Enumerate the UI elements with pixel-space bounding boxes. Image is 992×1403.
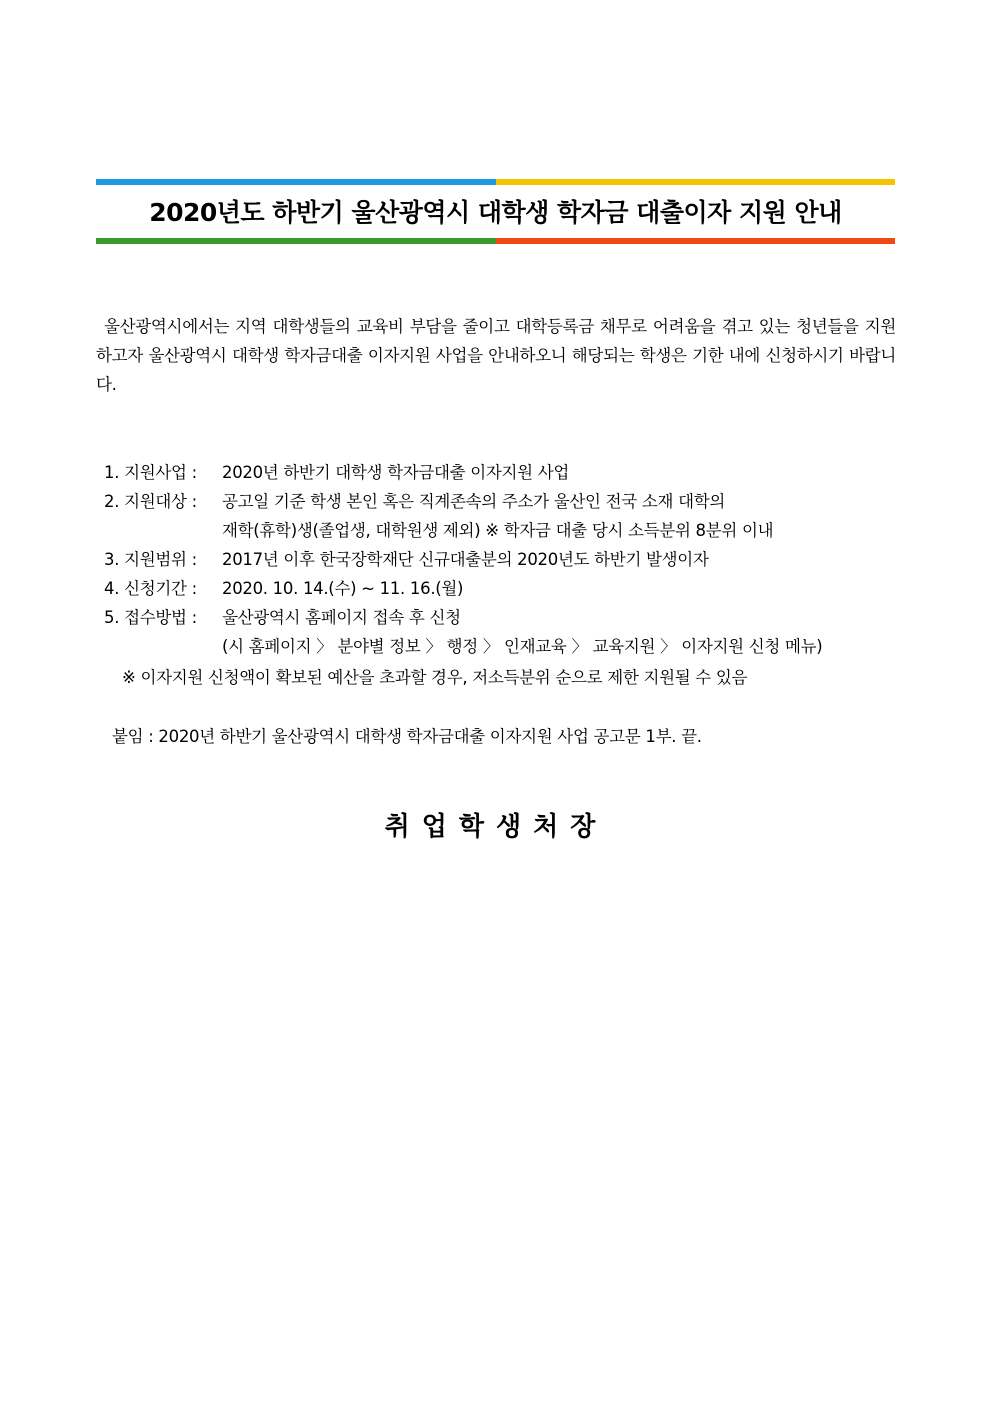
list-item [104,545,904,574]
title-bar-top-right [496,179,895,185]
item-value: 공고일 기준 학생 본인 혹은 직계존속의 주소가 울산인 전국 소재 대학의 [222,492,725,511]
list-item [104,516,904,545]
item-label: 1. 지원사업 : [104,463,197,482]
item-value: 2020. 10. 14.(수) ~ 11. 16.(월) [222,579,464,598]
intro-paragraph: 울산광역시에서는 지역 대학생들의 교육비 부담을 줄이고 대학등록금 채무로 어려움을 겪고 있는 청년들을 지원하고자 울산광역시 대학생 학자금대출 이자지원 사업을 안내하오니 해당되는 학생은 기한 내에 신청하시기 바랍니다. [96,317,896,394]
item-value: 2020년 하반기 대학생 학자금대출 이자지원 사업 [222,463,570,482]
item-list [104,458,904,661]
list-item [104,487,904,516]
item-label: 5. 접수방법 : [104,608,197,627]
document-title: 2020년도 하반기 울산광역시 대학생 학자금 대출이자 지원 안내 [149,198,842,227]
list-item [104,458,904,487]
title-bar-bottom-left [96,238,496,244]
item-value: 울산광역시 홈페이지 접속 후 신청 [222,608,461,627]
note: ※ 이자지원 신청액이 확보된 예산을 초과할 경우, 저소득분위 순으로 제한 지원될 수 있음 [122,668,748,687]
item-label: 2. 지원대상 : [104,492,197,511]
title-box [96,179,895,244]
item-value: 재학(휴학)생(졸업생, 대학원생 제외) ※ 학자금 대출 당시 소득분위 8분위 이내 [222,521,774,540]
signature: 취업학생처장 [384,812,608,842]
item-label: 4. 신청기간 : [104,579,197,598]
item-value: 2017년 이후 한국장학재단 신규대출분의 2020년도 하반기 발생이자 [222,550,709,569]
list-item [104,603,904,632]
attachment-line: 붙임 : 2020년 하반기 울산광역시 대학생 학자금대출 이자지원 사업 공고문 1부. 끝. [112,727,702,746]
list-item [104,632,904,661]
item-value: (시 홈페이지 〉 분야별 정보 〉 행정 〉 인재교육 〉 교육지원 〉 이자지원 신청 메뉴) [222,637,823,656]
title-bar-bottom-right [496,238,895,244]
title-bar-top-left [96,179,496,185]
list-item [104,574,904,603]
item-label: 3. 지원범위 : [104,550,197,569]
